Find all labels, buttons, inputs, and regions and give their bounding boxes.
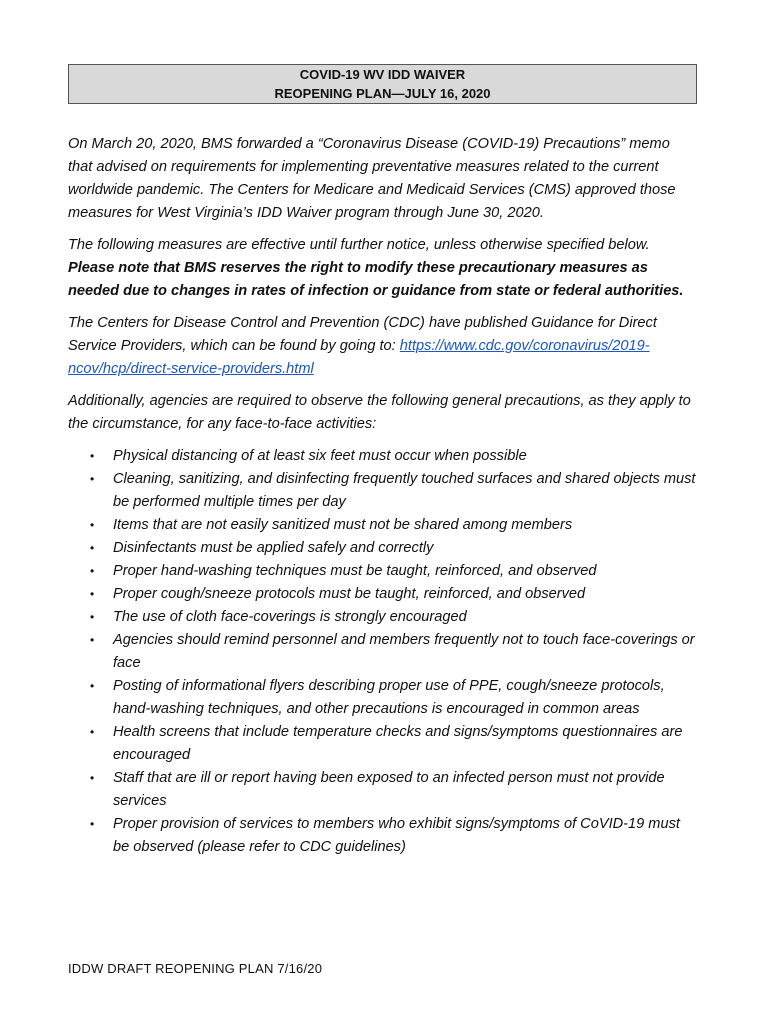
list-item-text: Items that are not easily sanitized must not be shared among members <box>113 517 573 533</box>
cdc-guidance-text: The Centers for Disease Control and Prevention (CDC) have published Guidance for Direct Service Providers, which can be found by going to: <box>68 315 657 354</box>
list-item-text: The use of cloth face-coverings is strongly encouraged <box>113 609 467 625</box>
bullet-icon: • <box>90 564 95 578</box>
list-item <box>68 629 698 675</box>
paragraph-intro: On March 20, 2020, BMS forwarded a “Coronavirus Disease (COVID-19) Precautions” memo that advised on requirements for implementing preventative measures related to the current worldwide pandemic. The Centers for Medicare and Medicaid Services (CMS) approved those measures for West Virginia’s IDD Waiver program through June 30, 2020. <box>68 136 676 221</box>
list-item <box>68 813 698 859</box>
list-item <box>68 514 698 537</box>
paragraph-precautions: Additionally, agencies are required to observe the following general precautions, as they apply to the circumstance, for any face-to-face activities: <box>68 393 691 432</box>
title-line-1: COVID-19 WV IDD WAIVER <box>299 67 466 82</box>
measures-bold-notice: Please note that BMS reserves the right to modify these precautionary measures as needed due to changes in rates of infection or guidance from state or federal authorities. <box>68 260 684 299</box>
list-item-text: Disinfectants must be applied safely and correctly <box>113 540 434 556</box>
paragraph-measures <box>68 234 698 303</box>
list-item <box>68 468 698 514</box>
list-item <box>68 560 698 583</box>
list-item-text: Cleaning, sanitizing, and disinfecting frequently touched surfaces and shared objects must be performed multiple times per day <box>113 471 696 510</box>
bullet-icon: • <box>90 771 95 785</box>
list-item <box>68 767 698 813</box>
bullet-icon: • <box>90 679 95 693</box>
list-item <box>68 445 698 468</box>
list-item-text: Health screens that include temperature checks and signs/symptoms questionnaires are encouraged <box>113 724 683 763</box>
bullet-icon: • <box>90 449 95 463</box>
bullet-icon: • <box>90 817 95 831</box>
list-item-text: Physical distancing of at least six feet must occur when possible <box>113 448 527 464</box>
precautions-list <box>68 445 698 859</box>
bullet-icon: • <box>90 725 95 739</box>
list-item-text: Posting of informational flyers describing proper use of PPE, cough/sneeze protocols, hand-washing techniques, and other precautions is encouraged in common areas <box>113 678 665 717</box>
list-item-text: Proper hand-washing techniques must be taught, reinforced, and observed <box>113 563 597 579</box>
bullet-icon: • <box>90 472 95 486</box>
list-item <box>68 721 698 767</box>
list-item-text: Proper cough/sneeze protocols must be taught, reinforced, and observed <box>113 586 586 602</box>
document-body <box>68 133 698 859</box>
cdc-guidance-link[interactable]: https://www.cdc.gov/coronavirus/2019-ncov/hcp/direct-service-providers.html <box>68 338 650 377</box>
document-title-box <box>68 64 697 104</box>
measures-intro-text: The following measures are effective until further notice, unless otherwise specified below. <box>68 237 650 253</box>
list-item <box>68 675 698 721</box>
bullet-icon: • <box>90 610 95 624</box>
paragraph-cdc <box>68 312 698 381</box>
bullet-icon: • <box>90 541 95 555</box>
list-item <box>68 537 698 560</box>
list-item-text: Staff that are ill or report having been exposed to an infected person must not provide services <box>113 770 665 809</box>
bullet-icon: • <box>90 633 95 647</box>
list-item <box>68 583 698 606</box>
bullet-icon: • <box>90 587 95 601</box>
list-item-text: Proper provision of services to members who exhibit signs/symptoms of CoVID-19 must be observed (please refer to CDC guidelines) <box>113 816 680 855</box>
title-line-2: REOPENING PLAN—JULY 16, 2020 <box>274 86 491 101</box>
list-item-text: Agencies should remind personnel and members frequently not to touch face-coverings or face <box>113 632 695 671</box>
list-item <box>68 606 698 629</box>
bullet-icon: • <box>90 518 95 532</box>
page-footer: IDDW DRAFT REOPENING PLAN 7/16/20 <box>68 961 323 976</box>
